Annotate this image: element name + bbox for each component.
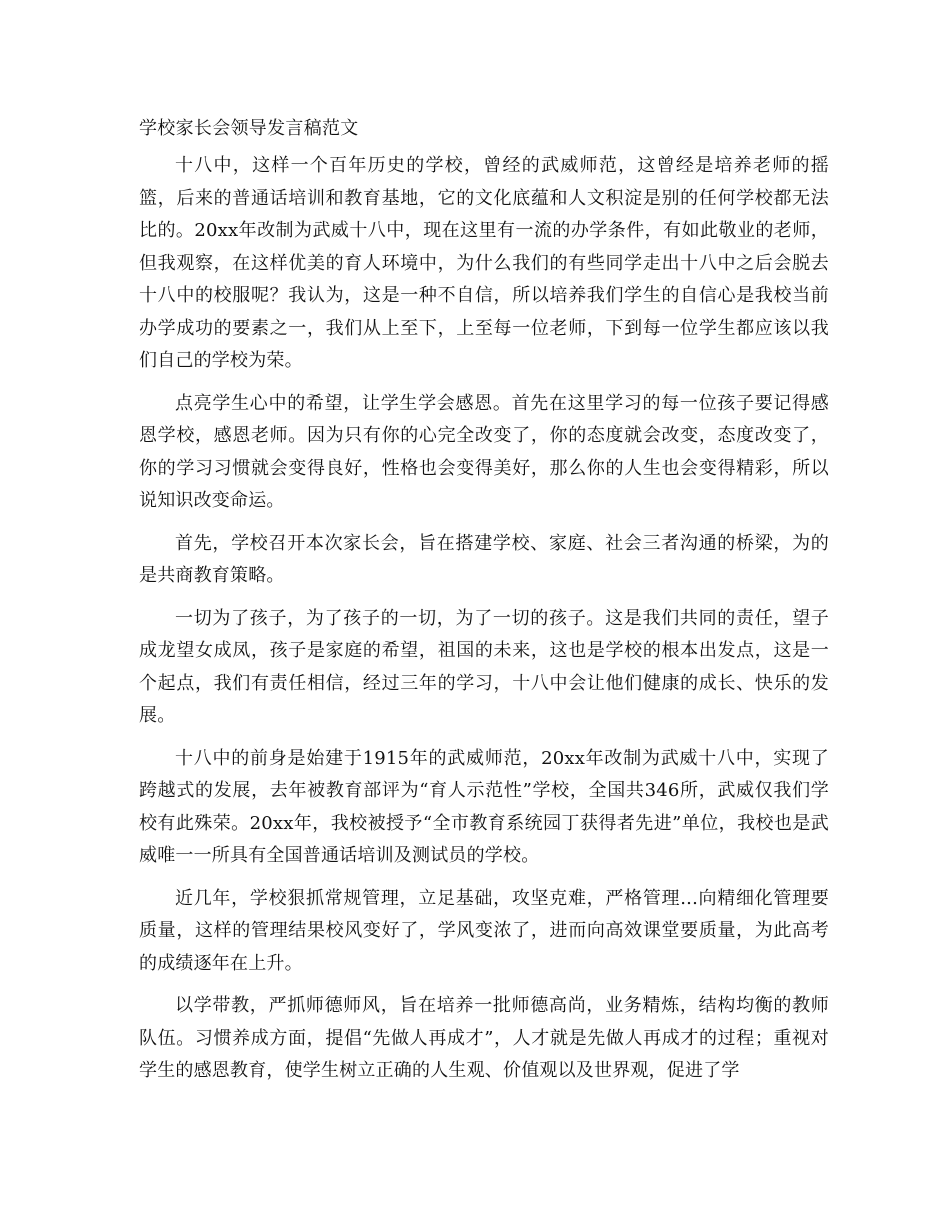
document-title: 学校家长会领导发言稿范文 (139, 118, 359, 139)
paragraph-4: 一切为了孩子，为了孩子的一切，为了一切的孩子。这是我们共同的责任，望子成龙望女成凤，孩子是家庭的希望，祖国的未来，这也是学校的根本出发点，这是一个起点，我们有责任相信，经过三年的学习，十八中会让他们健康的成长、快乐的发展。 (139, 607, 829, 726)
paragraph-2: 点亮学生心中的希望，让学生学会感恩。首先在这里学习的每一位孩子要记得感恩学校，感恩老师。因为只有你的心完全改变了，你的态度就会改变，态度改变了，你的学习习惯就会变得良好，性格也会变得美好，那么你的人生也会变得精彩，所以说知识改变命运。 (139, 392, 829, 511)
paragraph-6: 近几年，学校狠抓常规管理，立足基础，攻坚克难，严格管理...向精细化管理要质量，这样的管理结果校风变好了，学风变浓了，进而向高效课堂要质量，为此高考的成绩逐年在上升。 (139, 887, 829, 974)
paragraph-5: 十八中的前身是始建于1915年的武威师范，20xx年改制为武威十八中，实现了跨越式的发展，去年被教育部评为“育人示范性”学校，全国共346所，武威仅我们学校有此殊荣。20xx年，我校被授予“全市教育系统园丁获得者先进”单位，我校也是武威唯一一所具有全国普通话培训及测试员的学校。 (139, 747, 829, 866)
paragraph-7: 以学带教，严抓师德师风，旨在培养一批师德高尚，业务精炼，结构均衡的教师队伍。习惯养成方面，提倡“先做人再成才”，人才就是先做人再成才的过程；重视对学生的感恩教育，使学生树立正确的人生观、价值观以及世界观，促进了学 (139, 995, 829, 1081)
document-body (139, 150, 829, 1088)
paragraph-3: 首先，学校召开本次家长会，旨在搭建学校、家庭、社会三者沟通的桥梁，为的是共商教育策略。 (139, 532, 829, 586)
paragraph-1: 十八中，这样一个百年历史的学校，曾经的武威师范，这曾经是培养老师的摇篮，后来的普通话培训和教育基地，它的文化底蕴和人文积淀是别的任何学校都无法比的。20xx年改制为武威十八中，现在这里有一流的办学条件，有如此敬业的老师，但我观察，在这样优美的育人环境中，为什么我们的有些同学走出十八中之后会脱去十八中的校服呢？我认为，这是一种不自信，所以培养我们学生的自信心是我校当前办学成功的要素之一，我们从上至下，上至每一位老师，下到每一位学生都应该以我们自己的学校为荣。 (139, 155, 829, 371)
